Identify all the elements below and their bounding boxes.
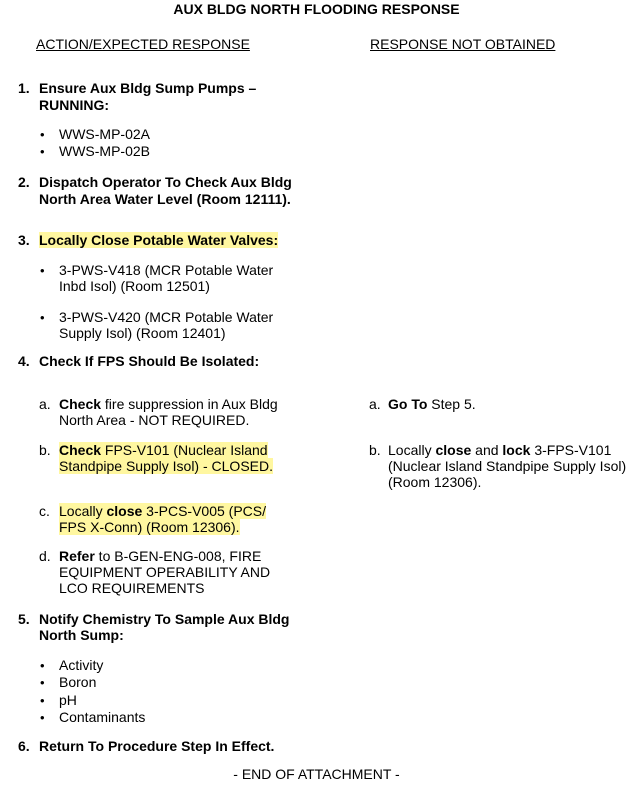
substep-text: to B-GEN-ENG-008, FIRE xyxy=(94,548,262,564)
step-number: 4. xyxy=(18,353,30,369)
step-text: Dispatch Operator To Check Aux Bldg xyxy=(39,174,292,190)
substep-label: c. xyxy=(39,503,50,519)
step-number: 2. xyxy=(18,174,30,190)
substep-verb: Refer xyxy=(59,548,95,564)
step-number: 3. xyxy=(18,232,30,248)
rno-text: Locally xyxy=(388,442,436,458)
rno-label: a. xyxy=(369,396,381,412)
step-text: Ensure Aux Bldg Sump Pumps – xyxy=(39,80,257,96)
rno-text: and xyxy=(471,442,503,458)
substep-text: Locally xyxy=(59,503,107,519)
rno-verb: close xyxy=(435,442,472,458)
bullet-item: 3-PWS-V420 (MCR Potable Water xyxy=(59,309,274,325)
step-text: Check If FPS Should Be Isolated: xyxy=(39,353,260,369)
bullet-item: pH xyxy=(59,692,77,708)
column-header-action: ACTION/EXPECTED RESPONSE xyxy=(36,36,250,52)
substep-text: fire suppression in Aux Bldg xyxy=(101,396,278,412)
step-text: Notify Chemistry To Sample Aux Bldg xyxy=(39,611,290,627)
bullet-item: Activity xyxy=(59,657,104,673)
page-title: AUX BLDG NORTH FLOODING RESPONSE xyxy=(173,1,460,17)
substep-text: North Area - NOT REQUIRED. xyxy=(59,412,250,428)
bullet-dot-icon: • xyxy=(40,693,45,708)
substep-text: 3-PCS-V005 (PCS/ xyxy=(142,503,266,519)
step-number: 6. xyxy=(18,738,30,754)
bullet-dot-icon: • xyxy=(40,144,45,159)
substep-text: LCO REQUIREMENTS xyxy=(59,580,205,596)
rno-text: Step 5. xyxy=(427,396,476,412)
bullet-dot-icon: • xyxy=(40,710,45,725)
bullet-item: Supply Isol) (Room 12401) xyxy=(59,325,226,341)
substep-text: EQUIPMENT OPERABILITY AND xyxy=(59,564,271,580)
bullet-item: Boron xyxy=(59,674,97,690)
bullet-item: WWS-MP-02A xyxy=(59,126,150,142)
bullet-item: Contaminants xyxy=(59,709,146,725)
step-number: 5. xyxy=(18,611,30,627)
substep-verb: Check xyxy=(59,396,102,412)
rno-label: b. xyxy=(369,442,381,458)
substep-label: d. xyxy=(39,548,51,564)
bullet-dot-icon: • xyxy=(40,658,45,673)
substep-label: b. xyxy=(39,442,51,458)
substep-text: Standpipe Supply Isol) - CLOSED. xyxy=(59,458,273,474)
bullet-item: WWS-MP-02B xyxy=(59,143,150,159)
substep-verb: Check xyxy=(59,442,102,458)
step-text: Return To Procedure Step In Effect. xyxy=(39,738,275,754)
substep-text: FPS-V101 (Nuclear Island xyxy=(101,442,268,458)
step-text: RUNNING: xyxy=(39,97,109,113)
substep-verb: close xyxy=(106,503,143,519)
rno-verb: lock xyxy=(502,442,531,458)
step-number: 1. xyxy=(18,80,30,96)
step-text: North Area Water Level (Room 12111). xyxy=(39,191,291,207)
step-text: North Sump: xyxy=(39,627,124,643)
rno-verb: Go To xyxy=(388,396,428,412)
end-of-attachment: - END OF ATTACHMENT - xyxy=(233,766,400,782)
substep-label: a. xyxy=(39,396,51,412)
step-text: Locally Close Potable Water Valves: xyxy=(39,232,279,248)
rno-text: 3-FPS-V101 xyxy=(530,442,612,458)
bullet-dot-icon: • xyxy=(40,127,45,142)
bullet-dot-icon: • xyxy=(40,310,45,325)
rno-text: (Nuclear Island Standpipe Supply Isol) xyxy=(388,458,627,474)
bullet-item: 3-PWS-V418 (MCR Potable Water xyxy=(59,262,274,278)
rno-text: (Room 12306). xyxy=(388,474,482,490)
bullet-dot-icon: • xyxy=(40,675,45,690)
column-header-rno: RESPONSE NOT OBTAINED xyxy=(370,36,556,52)
bullet-dot-icon: • xyxy=(40,263,45,278)
substep-text: FPS X-Conn) (Room 12306). xyxy=(59,519,240,535)
bullet-item: Inbd Isol) (Room 12501) xyxy=(59,278,210,294)
